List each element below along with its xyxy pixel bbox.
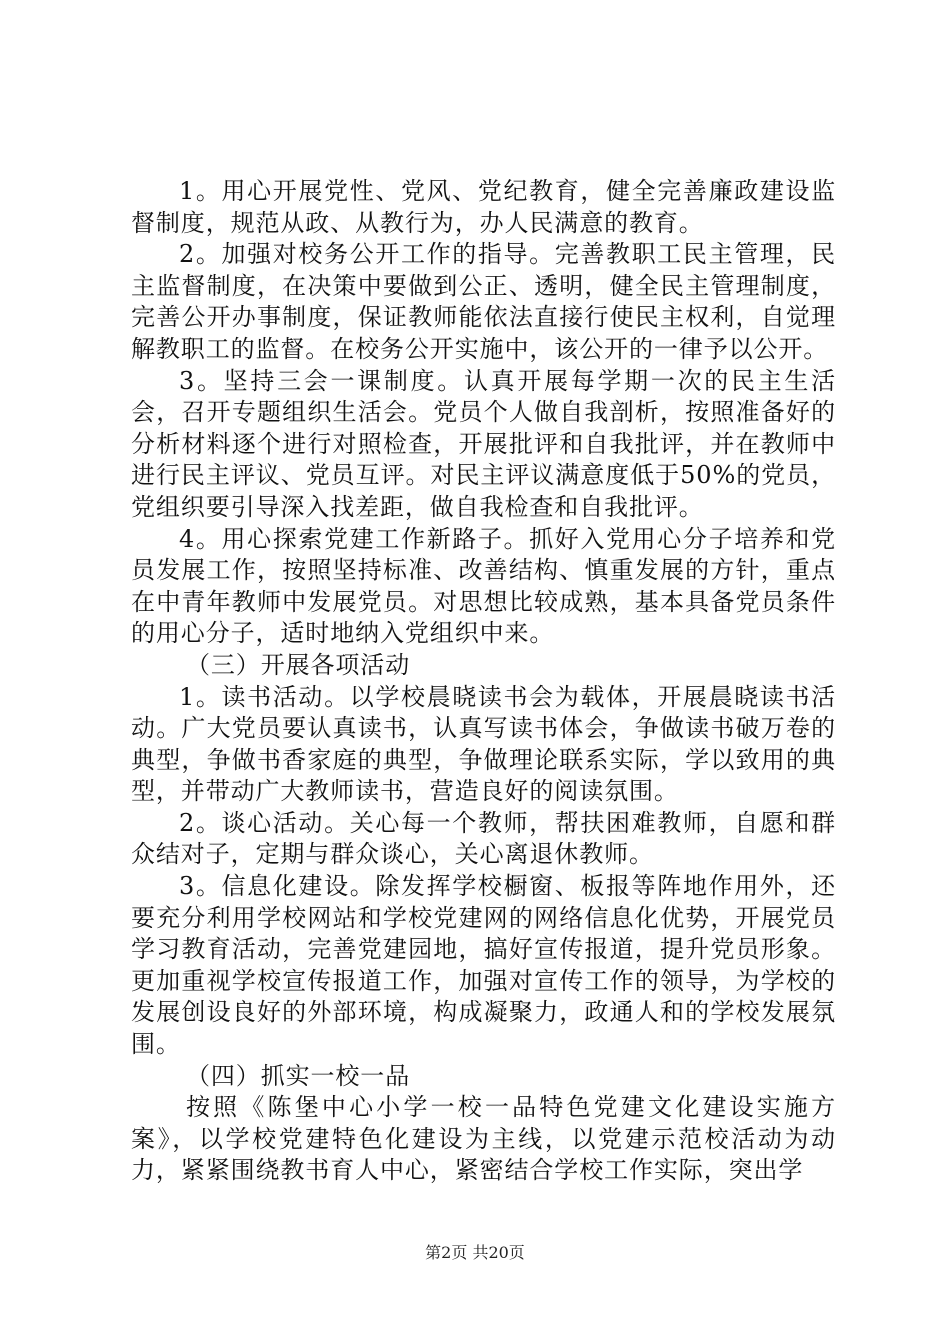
section-heading-4: （四）抓实一校一品: [186, 1061, 411, 1090]
paragraph-info: 3。信息化建设。除发挥学校橱窗、板报等阵地作用外，还要充分利用学校网站和学校党建网的网络信息化优势，开展党员学习教育活动，完善党建园地，搞好宣传报道，提升党员形象。更加重视学校宣传报道工作，加强对宣传工作的领导，为学校的发展创设良好的外部环境，构成凝聚力，政通人和的学校发展氛围。: [131, 872, 836, 1059]
paragraph-2: 2。加强对校务公开工作的指导。完善教职工民主管理，民主监督制度，在决策中要做到公正、透明，健全民主管理制度，完善公开办事制度，保证教师能依法直接行使民主权利，自觉理解教职工的监督。在校务公开实施中，该公开的一律予以公开。: [131, 240, 836, 363]
document-body: [131, 176, 836, 1187]
page-number-footer: 第2页 共20页: [425, 1243, 525, 1262]
paragraph-reading: 1。读书活动。以学校晨晓读书会为载体，开展晨晓读书活动。广大党员要认真读书，认真写读书体会，争做读书破万卷的典型，争做书香家庭的典型，争做理论联系实际，学以致用的典型，并带动广大教师读书，营造良好的阅读氛围。: [131, 682, 836, 806]
paragraph-3: 3。坚持三会一课制度。认真开展每学期一次的民主生活会，召开专题组织生活会。党员个人做自我剖析，按照准备好的分析材料逐个进行对照检查，开展批评和自我批评，并在教师中进行民主评议、党员互评。对民主评议满意度低于50%的党员，党组织要引导深入找差距，做自我检查和自我批评。: [131, 366, 836, 521]
paragraph-plan: 按照《陈堡中心小学一校一品特色党建文化建设实施方案》，以学校党建特色化建设为主线，以党建示范校活动为动力，紧紧围绕教书育人中心，紧密结合学校工作实际，突出学: [131, 1093, 836, 1185]
section-heading-3: （三）开展各项活动: [186, 650, 411, 679]
paragraph-4: 4。用心探索党建工作新路子。抓好入党用心分子培养和党员发展工作，按照坚持标准、改善结构、慎重发展的方针，重点在中青年教师中发展党员。对思想比较成熟，基本具备党员条件的用心分子，适时地纳入党组织中来。: [131, 524, 836, 648]
paragraph-1: 1。用心开展党性、党风、党纪教育，健全完善廉政建设监督制度，规范从政、从教行为，办人民满意的教育。: [131, 177, 836, 237]
paragraph-talk: 2。谈心活动。关心每一个教师，帮扶困难教师，自愿和群众结对子，定期与群众谈心，关心离退休教师。: [131, 808, 836, 869]
